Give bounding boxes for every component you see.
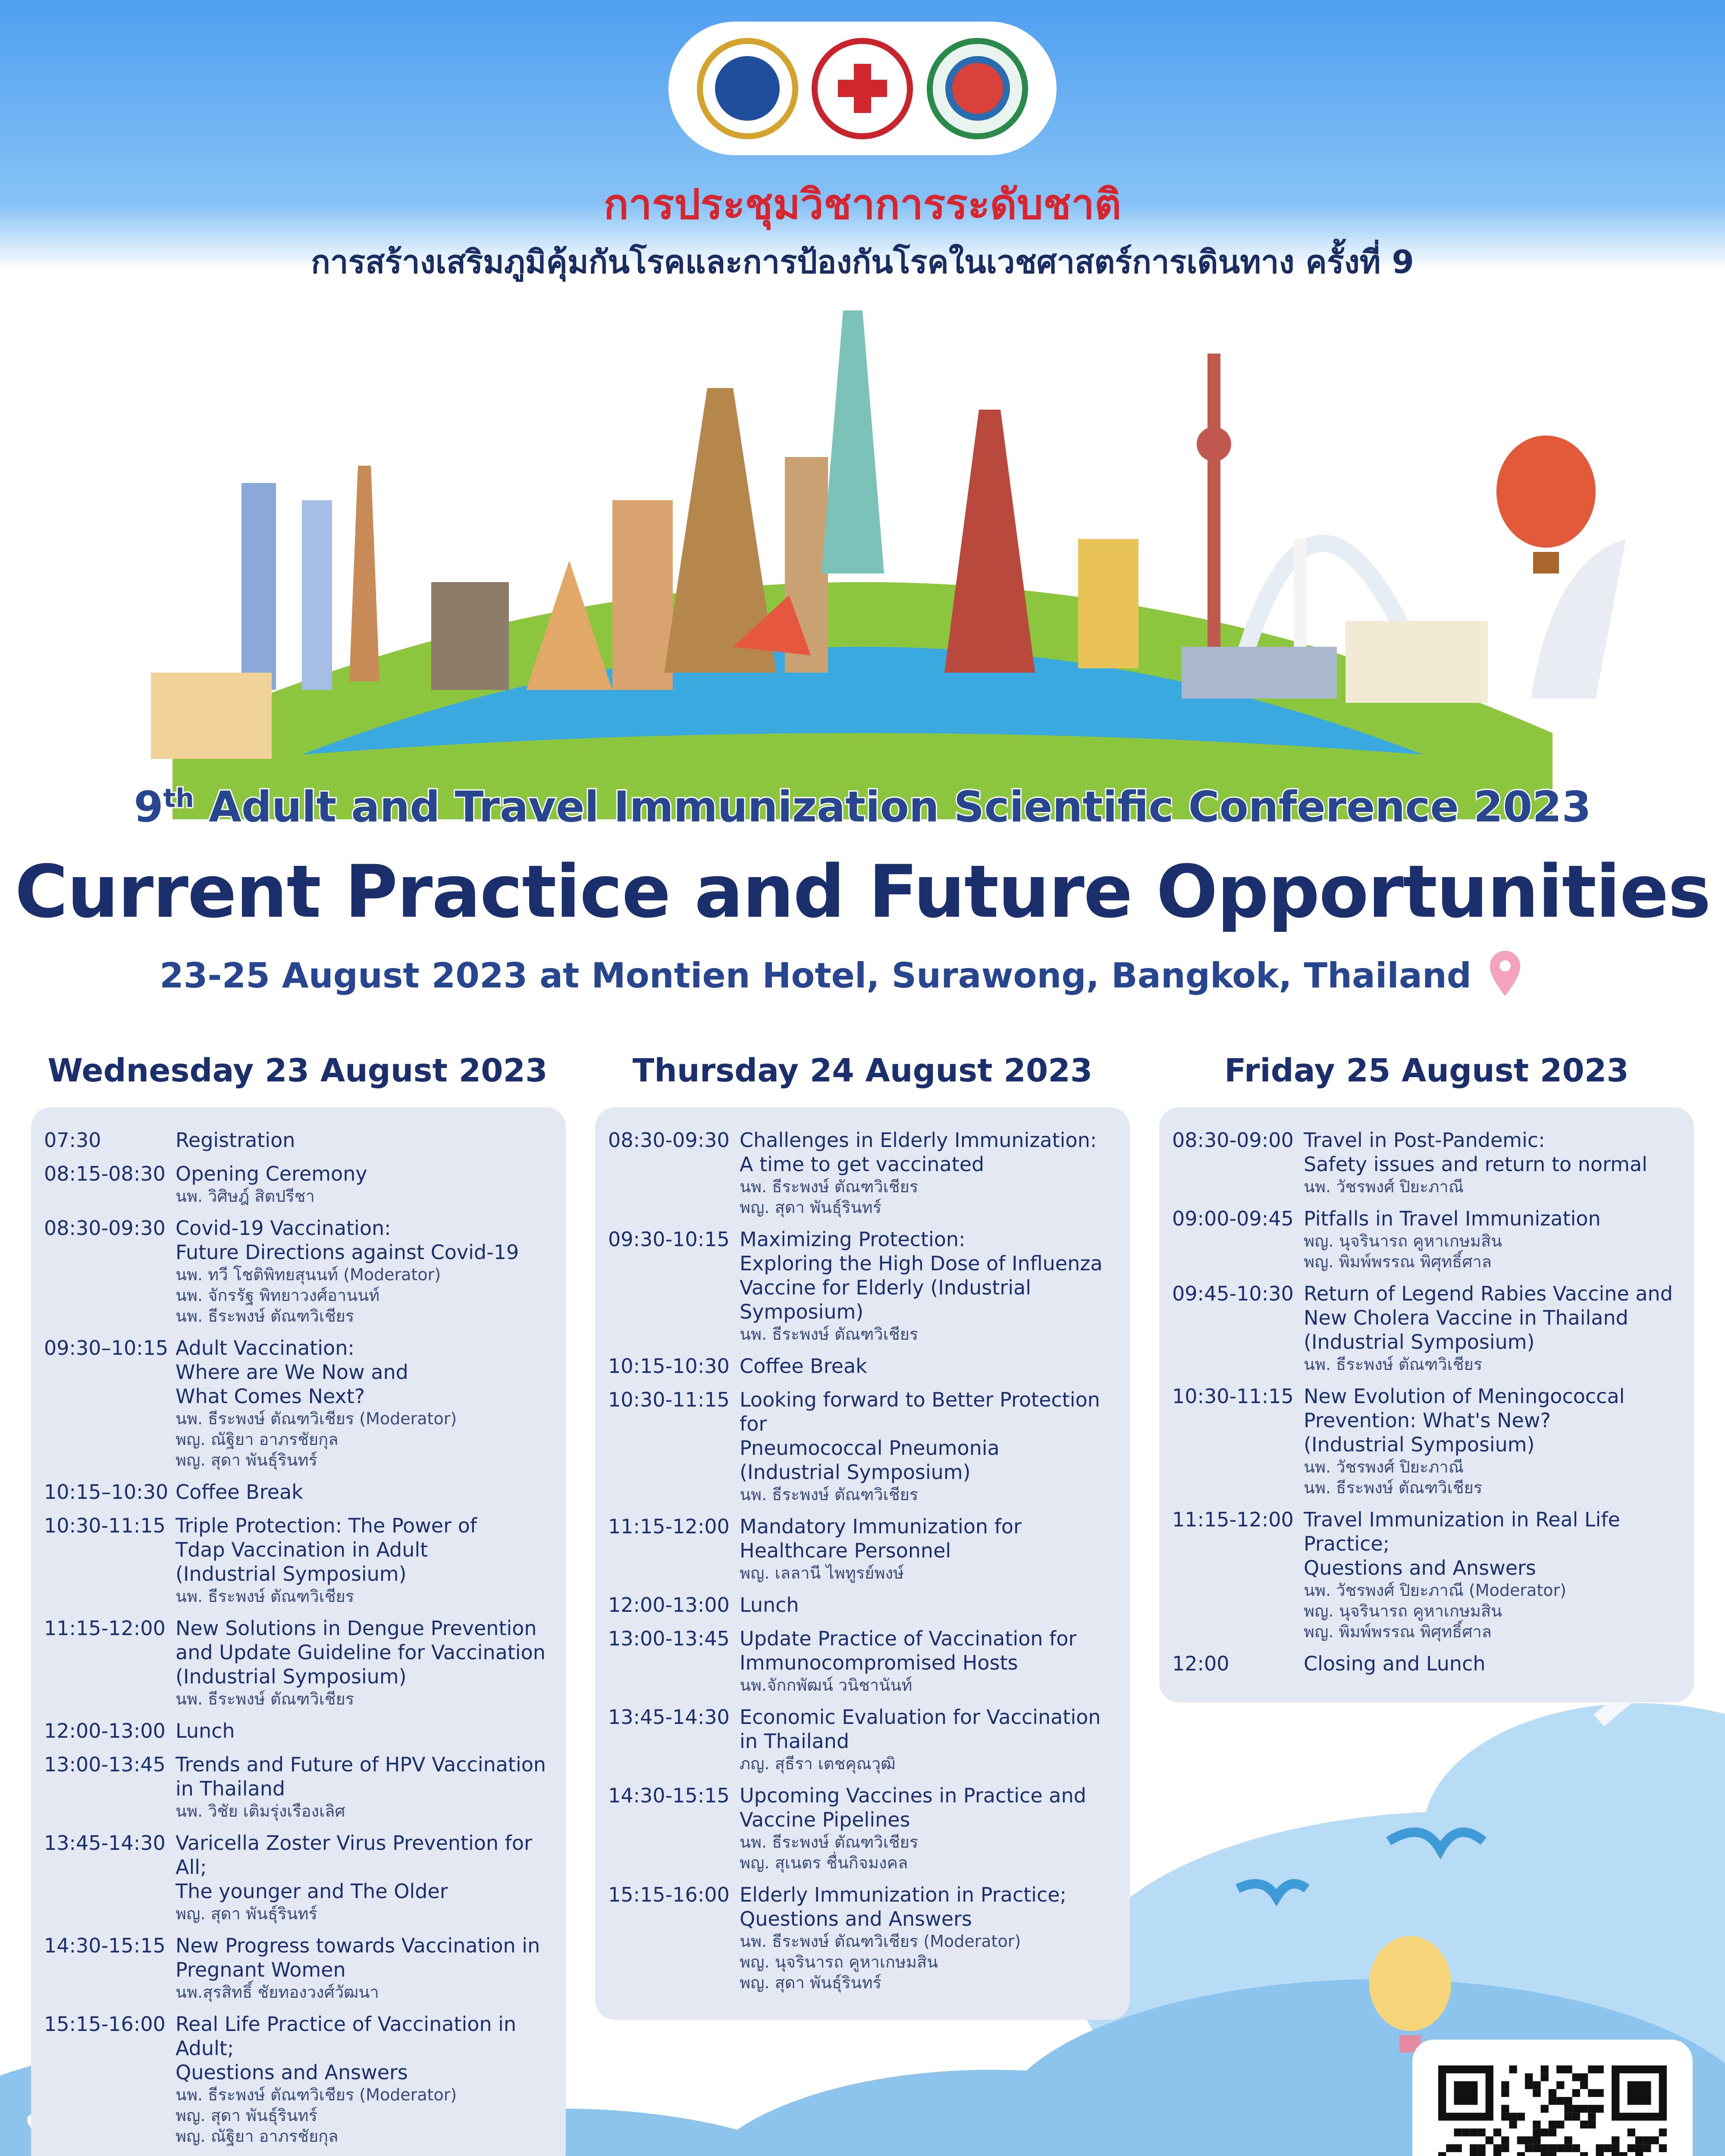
session-time: 10:30-11:15 (1172, 1385, 1294, 1408)
session-title-line: New Cholera Vaccine in Thailand (1304, 1306, 1628, 1329)
session-body (1304, 1651, 1681, 1676)
session-speaker: พญ. สุดา พันธุ์รินทร์ (740, 1198, 881, 1217)
session-time: 10:15–10:30 (44, 1480, 169, 1504)
session-speaker: นพ. ธีระพงษ์ ตัณฑวิเชียร (740, 1177, 919, 1196)
session-title-line: Return of Legend Rabies Vaccine and (1304, 1282, 1673, 1305)
session-item (44, 1719, 553, 1743)
session-title-line: Travel Immunization in Real Life Practice; (1304, 1508, 1620, 1555)
session-item (608, 1783, 1117, 1873)
session-body (740, 1883, 1117, 1993)
session-title-line: Opening Ceremony (176, 1162, 367, 1185)
session-body (176, 1719, 553, 1743)
session-title-line: Tdap Vaccination in Adult (176, 1538, 428, 1561)
session-speaker: นพ. ธีระพงษ์ ตัณฑวิเชียร (Moderator) (176, 2085, 457, 2104)
session-speaker: นพ. ธีระพงษ์ ตัณฑวิเชียร (176, 1689, 354, 1708)
session-title-line: Varicella Zoster Virus Prevention for All; (176, 1831, 532, 1879)
session-speaker: พญ. นุจรินารถ คูหาเกษมสิน (740, 1952, 938, 1971)
session-body (176, 1752, 553, 1821)
session-title-line: Vaccine for Elderly (Industrial Symposium) (740, 1276, 1031, 1323)
session-speaker: นพ. ธีระพงษ์ ตัณฑวิเชียร (176, 1307, 354, 1326)
session-body (176, 1128, 553, 1152)
session-body (176, 1831, 553, 1924)
session-title-line: and Update Guideline for Vaccination (176, 1641, 546, 1664)
session-speaker: นพ. วัชรพงศ์ ปิยะภาณี (Moderator) (1304, 1581, 1566, 1600)
qr-code[interactable] (1438, 2065, 1667, 2156)
session-item (44, 1162, 553, 1206)
session-title-line: A time to get vaccinated (740, 1153, 985, 1176)
session-title-line: Travel in Post-Pandemic: (1304, 1128, 1545, 1152)
schedule-card-friday (1159, 1107, 1694, 1702)
session-speaker: พญ. สุดา พันธุ์รินทร์ (740, 1973, 881, 1992)
session-time: 13:00-13:45 (44, 1753, 166, 1776)
logos-bar (668, 22, 1057, 155)
session-title-line: What Comes Next? (176, 1385, 365, 1408)
schedule-card-wednesday (31, 1107, 566, 2156)
session-time: 11:15-12:00 (1172, 1508, 1294, 1531)
session-title-line: in Thailand (176, 1777, 285, 1800)
day-heading-thursday: Thursday 24 August 2023 (632, 1052, 1093, 1089)
session-speaker: พญ. พิมพ์พรรณ พิศุทธิ์ศาล (1304, 1622, 1492, 1641)
schedule-card-thursday (595, 1107, 1130, 2020)
session-speaker: นพ. วิศิษฎ์ สิตปรีชา (176, 1187, 315, 1206)
session-title-line: Coffee Break (176, 1480, 303, 1504)
session-item (44, 1514, 553, 1607)
session-title-line: Pitfalls in Travel Immunization (1304, 1207, 1601, 1230)
session-body (1304, 1282, 1681, 1375)
session-title-line: Where are We Now and (176, 1360, 408, 1384)
session-title-line: Economic Evaluation for Vaccination (740, 1705, 1101, 1729)
session-time: 12:00 (1172, 1652, 1229, 1675)
session-body (740, 1705, 1117, 1774)
red-cross-logo (812, 38, 913, 139)
session-item (44, 1752, 553, 1821)
session-speaker: พญ. สุดา พันธุ์รินทร์ (176, 1451, 317, 1470)
session-speaker: นพ. ทวี โชติพิทยสุนนท์ (Moderator) (176, 1265, 441, 1284)
session-time: 12:00-13:00 (44, 1719, 166, 1742)
session-title-line: (Industrial Symposium) (176, 1562, 407, 1586)
session-time: 15:15-16:00 (44, 2012, 166, 2036)
session-title-line: Questions and Answers (740, 1907, 972, 1930)
session-item (608, 1705, 1117, 1774)
session-time: 12:00-13:00 (608, 1593, 730, 1617)
session-body (176, 2012, 553, 2147)
session-speaker: พญ. เลลานี ไพทูรย์พงษ์ (740, 1564, 904, 1583)
session-title-line: New Solutions in Dengue Prevention (176, 1617, 537, 1640)
session-title-line: Future Directions against Covid-19 (176, 1241, 519, 1264)
session-title-line: Lunch (740, 1593, 799, 1617)
session-title-line: Adult Vaccination: (176, 1336, 354, 1360)
session-item (1172, 1282, 1681, 1375)
session-time: 11:15-12:00 (608, 1515, 730, 1538)
session-title-line: Coffee Break (740, 1354, 867, 1378)
session-item (608, 1514, 1117, 1583)
session-body (176, 1162, 553, 1206)
session-item (608, 1354, 1117, 1378)
session-title-line: Immunocompromised Hosts (740, 1651, 1018, 1674)
session-item (1172, 1128, 1681, 1197)
session-body (740, 1388, 1117, 1505)
session-item (1172, 1206, 1681, 1272)
session-speaker: นพ. ธีระพงษ์ ตัณฑวิเชียร (1304, 1355, 1483, 1374)
session-title-line: Safety issues and return to normal (1304, 1153, 1647, 1176)
session-title-line: Covid-19 Vaccination: (176, 1216, 391, 1240)
session-title-line: Challenges in Elderly Immunization: (740, 1128, 1097, 1152)
session-speaker: พญ. นุจรินารถ คูหาเกษมสิน (1304, 1232, 1502, 1250)
session-item (1172, 1384, 1681, 1498)
session-body (176, 1480, 553, 1504)
session-body (176, 1514, 553, 1607)
session-body (176, 1934, 553, 2002)
session-speaker: ภญ. สุธีรา เตชคุณวุฒิ (740, 1754, 896, 1773)
session-speaker: พญ. พิมพ์พรรณ พิศุทธิ์ศาล (1304, 1252, 1492, 1271)
session-speaker: นพ. วัชรพงศ์ ปิยะภาณี (1304, 1177, 1464, 1196)
session-title-line: Upcoming Vaccines in Practice and (740, 1784, 1086, 1807)
session-item (608, 1593, 1117, 1617)
session-title-line: (Industrial Symposium) (740, 1460, 971, 1484)
session-item (44, 2012, 553, 2147)
session-item (608, 1626, 1117, 1695)
session-time: 13:45-14:30 (44, 1831, 166, 1855)
conference-theme: Current Practice and Future Opportunities (15, 849, 1710, 934)
session-title-line: (Industrial Symposium) (1304, 1330, 1535, 1354)
session-item (608, 1883, 1117, 1993)
session-title-line: Mandatory Immunization for (740, 1515, 1022, 1538)
session-time: 09:45-10:30 (1172, 1282, 1294, 1305)
session-speaker: พญ. ณัฐิยา อาภรชัยกุล (176, 2127, 339, 2146)
session-speaker: นพ. ธีระพงษ์ ตัณฑวิเชียร (740, 1833, 919, 1852)
session-speaker: นพ.สุรสิทธิ์ ชัยทองวงศ์วัฒนา (176, 1983, 379, 2002)
session-title-line: Prevention: What's New? (1304, 1409, 1551, 1432)
session-speaker: พญ. สุดา พันธุ์รินทร์ (176, 1904, 317, 1923)
session-title-line: Looking forward to Better Protection for (740, 1388, 1100, 1435)
session-speaker: นพ. วัชรพงศ์ ปิยะภาณี (1304, 1457, 1464, 1476)
session-body (1304, 1128, 1681, 1197)
session-item (608, 1227, 1117, 1344)
session-title-line: Closing and Lunch (1304, 1652, 1486, 1675)
session-title-line: Maximizing Protection: (740, 1228, 966, 1251)
session-title-line: Questions and Answers (1304, 1556, 1536, 1579)
session-time: 10:30-11:15 (608, 1388, 730, 1411)
session-speaker: นพ.จักกพัฒน์ วนิชานันท์ (740, 1676, 913, 1695)
session-item (44, 1934, 553, 2002)
session-speaker: นพ. ธีระพงษ์ ตัณฑวิเชียร (Moderator) (740, 1932, 1021, 1951)
session-time: 09:30-10:15 (608, 1228, 730, 1251)
day-heading-friday: Friday 25 August 2023 (1224, 1052, 1629, 1089)
session-title-line: Registration (176, 1128, 295, 1152)
session-body (740, 1626, 1117, 1695)
session-time: 13:45-14:30 (608, 1705, 730, 1729)
session-title-line: Vaccine Pipelines (740, 1808, 910, 1831)
session-title-line: Pregnant Women (176, 1958, 346, 1981)
session-title-line: New Evolution of Meningococcal (1304, 1385, 1625, 1408)
session-title-line: Exploring the High Dose of Influenza (740, 1252, 1103, 1275)
session-time: 11:15-12:00 (44, 1617, 166, 1640)
session-item (1172, 1651, 1681, 1676)
session-item (44, 1336, 553, 1470)
session-speaker: นพ. จักรรัฐ พิทยาวงศ์อานนท์ (176, 1286, 380, 1305)
travel-medicine-society-logo (927, 38, 1028, 139)
session-time: 08:15-08:30 (44, 1162, 166, 1185)
session-speaker: นพ. ธีระพงษ์ ตัณฑวิเชียร (740, 1325, 919, 1344)
session-body (740, 1514, 1117, 1583)
session-title-line: Questions and Answers (176, 2061, 408, 2084)
location-pin-icon (1488, 949, 1522, 1000)
session-title-line: Healthcare Personnel (740, 1539, 951, 1562)
session-time: 09:30–10:15 (44, 1336, 169, 1360)
session-item (44, 1216, 553, 1326)
session-title-line: New Progress towards Vaccination in (176, 1934, 540, 1957)
session-body (740, 1128, 1117, 1218)
session-body (176, 1616, 553, 1709)
session-body (1304, 1206, 1681, 1272)
session-speaker: พญ. สุเนตร ชื่นกิจมงคล (740, 1853, 908, 1872)
session-speaker: พญ. สุดา พันธุ์รินทร์ (176, 2106, 317, 2125)
english-conference-title: 9th Adult and Travel Immunization Scientific Conference 2023 (134, 783, 1591, 832)
session-time: 09:00-09:45 (1172, 1207, 1294, 1230)
session-title-line: (Industrial Symposium) (176, 1665, 407, 1688)
session-time: 15:15-16:00 (608, 1883, 730, 1906)
session-title-line: Pneumococcal Pneumonia (740, 1436, 1000, 1460)
session-speaker: นพ. ธีระพงษ์ ตัณฑวิเชียร (1304, 1478, 1483, 1497)
day-heading-wednesday: Wednesday 23 August 2023 (47, 1052, 548, 1089)
thai-conference-title: การประชุมวิชาการระดับชาติ (603, 180, 1122, 229)
session-body (740, 1783, 1117, 1873)
session-item (44, 1831, 553, 1924)
session-title-line: Real Life Practice of Vaccination in Adult; (176, 2012, 517, 2060)
session-item (608, 1388, 1117, 1505)
session-time: 10:15-10:30 (608, 1354, 730, 1378)
session-title-line: in Thailand (740, 1730, 850, 1753)
session-title-line: Triple Protection: The Power of (176, 1514, 477, 1537)
session-item (44, 1616, 553, 1709)
date-venue: 23-25 August 2023 at Montien Hotel, Surawong, Bangkok, Thailand (0, 949, 1682, 1000)
session-speaker: พญ. นุจรินารถ คูหาเกษมสิน (1304, 1601, 1502, 1620)
session-speaker: นพ. ธีระพงษ์ ตัณฑวิเชียร (176, 1587, 354, 1606)
qr-code-frame (1412, 2040, 1693, 2156)
session-title-line: Trends and Future of HPV Vaccination (176, 1753, 546, 1776)
session-time: 08:30-09:30 (608, 1128, 730, 1152)
session-body (176, 1216, 553, 1326)
session-speaker: นพ. ธีระพงษ์ ตัณฑวิเชียร (Moderator) (176, 1409, 457, 1428)
session-body (1304, 1507, 1681, 1642)
session-time: 10:30-11:15 (44, 1514, 166, 1537)
session-body (740, 1227, 1117, 1344)
royal-seal-logo (697, 38, 798, 139)
session-title-line: Lunch (176, 1719, 235, 1742)
session-time: 08:30-09:30 (44, 1216, 166, 1240)
session-speaker: นพ. ธีระพงษ์ ตัณฑวิเชียร (740, 1485, 919, 1504)
session-body (176, 1336, 553, 1470)
session-time: 14:30-15:15 (608, 1784, 730, 1807)
session-title-line: The younger and The Older (176, 1880, 448, 1903)
session-time: 13:00-13:45 (608, 1627, 730, 1650)
session-item (1172, 1507, 1681, 1642)
session-time: 07:30 (44, 1128, 101, 1152)
session-title-line: Update Practice of Vaccination for (740, 1627, 1077, 1650)
session-speaker: พญ. ณัฐิยา อาภรชัยกุล (176, 1430, 339, 1449)
thai-conference-subtitle: การสร้างเสริมภูมิคุ้มกันโรคและการป้องกันโรคในเวชศาสตร์การเดินทาง ครั้งที่ 9 (311, 244, 1414, 281)
session-body (740, 1354, 1117, 1378)
session-item (608, 1128, 1117, 1218)
session-time: 08:30-09:00 (1172, 1128, 1294, 1152)
session-speaker: นพ. วิชัย เติมรุ่งเรืองเลิศ (176, 1802, 345, 1821)
session-title-line: (Industrial Symposium) (1304, 1433, 1535, 1456)
session-body (740, 1593, 1117, 1617)
session-title-line: Elderly Immunization in Practice; (740, 1883, 1067, 1906)
session-body (1304, 1384, 1681, 1498)
session-item (44, 1128, 553, 1152)
session-item (44, 1480, 553, 1504)
session-time: 14:30-15:15 (44, 1934, 166, 1957)
